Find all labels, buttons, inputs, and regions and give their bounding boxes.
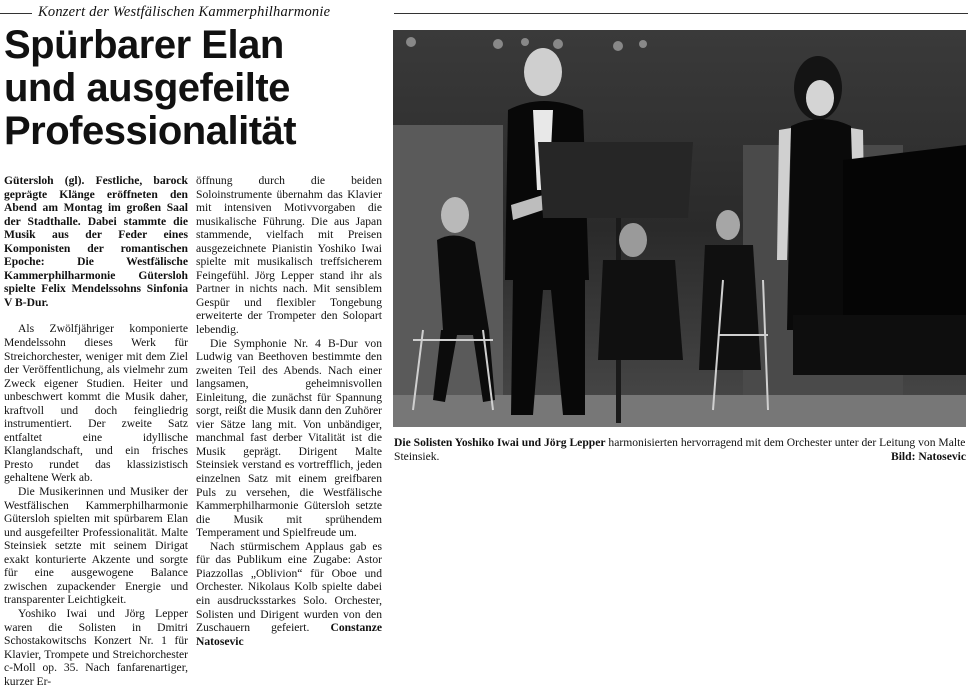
article-lead: Gütersloh (gl). Festliche, barock geprägte Klänge eröffneten den Abend am Montag im großen Saal der Stadthalle. Dabei stammte die Musik aus der Feder eines Komponisten der romantischen Epoche: Die Westfälische Kammerphilharmonie Gütersloh spielte Felix Mendelssohns Sinfonia V B-Dur.: [4, 174, 188, 309]
author-byline: Constanze Natosevic: [196, 621, 382, 648]
headline-line-3: Professionalität: [4, 109, 297, 153]
article-paragraph-text: Nach stürmischem Applaus gab es für das Publikum eine Zugabe: Astor Piazzollas „Oblivion“ für Oboe und Orchester. Nikolaus Kolb spielte dabei ein ausdrucksstarkes Solo. Orchester, Solisten und Dirigent wurden von den Zuschauern gefeiert.: [196, 539, 382, 635]
kicker-rule-left: [0, 13, 32, 14]
article-column-1: [4, 174, 188, 688]
kicker: [0, 4, 976, 22]
photo-caption: [394, 436, 966, 464]
article-column-2: [196, 174, 382, 648]
kicker-text: Konzert der Westfälischen Kammerphilharmonie: [38, 4, 331, 20]
concert-photo-image: [393, 30, 966, 427]
article-paragraph: [196, 540, 382, 648]
photo-caption-lead: Die Solisten Yoshiko Iwai und Jörg Lepper: [394, 436, 606, 449]
headline-line-1: Spürbarer Elan: [4, 23, 284, 67]
article-paragraph: öffnung durch die beiden Soloinstrumente übernahm das Klavier mit intensiven Motivvorgaben die musikalische Führung. Die aus Japan stammende, vielfach mit Preisen ausgezeichnete Pianistin Yoshiko Iwai spielte mit musikalisch treffsicherem Feingefühl. Jörg Lepper stand ihr als Partner in nichts nach. Mit sensiblem Gespür und flexibler Tongebung erweiterte der Trompeter den Solopart lebendig.: [196, 174, 382, 337]
kicker-rule-right: [394, 13, 968, 14]
concert-photo: [393, 30, 966, 427]
photo-credit: Bild: Natosevic: [890, 450, 966, 463]
article-paragraph: Die Musikerinnen und Musiker der Westfälischen Kammerphilharmonie Gütersloh spielten mit spürbarem Elan und ausgefeilter Professionalität. Malte Steinsiek setzte mit seinem Dirigat exakt konturierte Akzente und sorgte für eine ausgewogene Balance zwischen zupackender Energie und transparenter Leichtigkeit.: [4, 485, 188, 607]
photo-caption-text: harmonisierten hervorragend mit dem Orchester unter der Leitung von Malte Steinsiek.: [394, 436, 966, 463]
headline-line-2: und ausgefeilte: [4, 66, 290, 110]
article-paragraph: Als Zwölfjähriger komponierte Mendelssohn dieses Werk für Streichorchester, weniger mit dem Ziel der Veröffentlichung, als vielmehr zum Zweck eigener Studien. Heiter und unbeschwert kommt die Musik daher, kraftvoll und doch feingliedrig instrumentiert. Der zweite Satz entfaltet eine idyllische Klanglandschaft, und ein frisches Presto rundet das klassizistisch gehaltene Werk ab.: [4, 322, 188, 485]
headline: [4, 24, 384, 153]
article-paragraph: Yoshiko Iwai und Jörg Lepper waren die Solisten in Dmitri Schostakowitschs Konzert Nr. 1 für Klavier, Trompete und Streichorchester c-Moll op. 35. Nach fanfarenartiger, kurzer Er-: [4, 606, 188, 688]
article-paragraph: Die Symphonie Nr. 4 B-Dur von Ludwig van Beethoven bestimmte den zweiten Teil des Abends. Nach einer langsamen, geheimnisvollen Einleitung, die zunächst für Spannung sorgt, reißt die Musik dann den Zuhörer vier Sätze lang mit. Von unbändiger, manchmal fast derber Vitalität ist die Musik geprägt. Dirigent Malte Steinsiek verstand es vortrefflich, jeden einzelnen Satz mit einem greifbaren Puls zu versehen, die Westfälische Kammerphilharmonie Gütersloh setzte die Musik mit sprühendem Temperament und Spielfreude um.: [196, 336, 382, 540]
